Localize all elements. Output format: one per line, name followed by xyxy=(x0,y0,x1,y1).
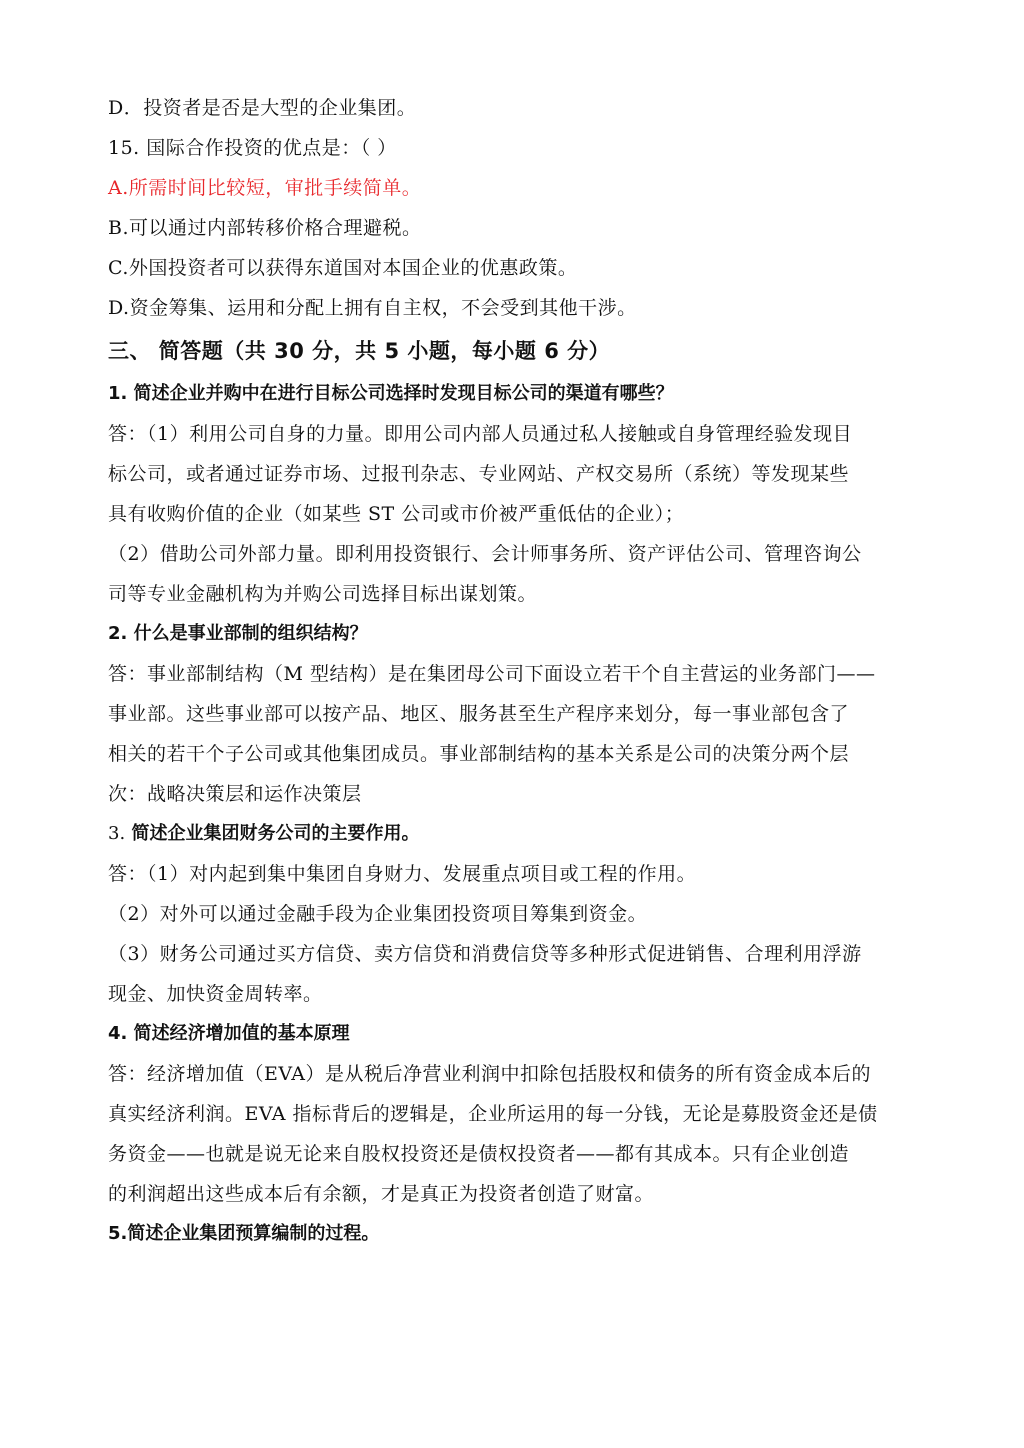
answer-4-line-1: 答：经济增加值（EVA）是从税后净营业利润中扣除包括股权和债务的所有资金成本后的 xyxy=(108,1063,872,1085)
answer-2-line-4: 次：战略决策层和运作决策层 xyxy=(108,783,362,805)
answer-1-line-1: 答：（1）利用公司自身的力量。即用公司内部人员通过私人接触或自身管理经验发现目 xyxy=(108,423,853,445)
answer-4-line-3: 务资金——也就是说无论来自股权投资还是债权投资者——都有其成本。只有企业创造 xyxy=(108,1143,850,1165)
answer-3-line-1: 答：（1）对内起到集中集团自身财力、发展重点项目或工程的作用。 xyxy=(108,863,697,885)
answer-3-line-3: （3）财务公司通过买方信贷、卖方信贷和消费信贷等多种形式促进销售、合理利用浮游 xyxy=(108,943,862,965)
answer-2-line-3: 相关的若干个子公司或其他集团成员。事业部制结构的基本关系是公司的决策分两个层 xyxy=(108,743,850,765)
answer-3-line-4: 现金、加快资金周转率。 xyxy=(108,983,323,1005)
section-3-heading: 三、 简答题（共 30 分，共 5 小题，每小题 6 分） xyxy=(108,339,611,363)
answer-2-line-1: 答：事业部制结构（M 型结构）是在集团母公司下面设立若干个自主营运的业务部门—— xyxy=(108,663,876,685)
option-d-q14: D．投资者是否是大型的企业集团。 xyxy=(108,97,417,119)
answer-4-line-2: 真实经济利润。EVA 指标背后的逻辑是，企业所运用的每一分钱，无论是募股资金还是债 xyxy=(108,1103,878,1125)
short-question-4: 4. 简述经济增加值的基本原理 xyxy=(108,1023,350,1044)
answer-1-line-3: 具有收购价值的企业（如某些 ST 公司或市价被严重低估的企业）； xyxy=(108,503,685,525)
short-question-2: 2. 什么是事业部制的组织结构？ xyxy=(108,623,368,644)
short-question-1: 1. 简述企业并购中在进行目标公司选择时发现目标公司的渠道有哪些？ xyxy=(108,383,674,404)
answer-2-line-2: 事业部。这些事业部可以按产品、地区、服务甚至生产程序来划分，每一事业部包含了 xyxy=(108,703,850,725)
answer-1-line-2: 标公司，或者通过证券市场、过报刊杂志、专业网站、产权交易所（系统）等发现某些 xyxy=(108,463,850,485)
option-c-q15: C.外国投资者可以获得东道国对本国企业的优惠政策。 xyxy=(108,257,578,279)
short-question-5: 5.简述企业集团预算编制的过程。 xyxy=(108,1223,380,1244)
answer-1-line-5: 司等专业金融机构为并购公司选择目标出谋划策。 xyxy=(108,583,538,605)
answer-4-line-4: 的利润超出这些成本后有余额，才是真正为投资者创造了财富。 xyxy=(108,1183,655,1205)
question-3-number: 3. xyxy=(108,823,126,844)
option-b-q15: B.可以通过内部转移价格合理避税。 xyxy=(108,217,422,239)
document-page xyxy=(108,88,908,1254)
answer-3-line-2: （2）对外可以通过金融手段为企业集团投资项目筹集到资金。 xyxy=(108,903,648,925)
short-question-3 xyxy=(108,814,908,854)
question-3-text: 简述企业集团财务公司的主要作用。 xyxy=(131,823,420,844)
option-a-q15-answer: A.所需时间比较短，审批手续简单。 xyxy=(108,177,422,199)
option-d-q15: D.资金筹集、运用和分配上拥有自主权，不会受到其他干涉。 xyxy=(108,297,637,319)
question-15-stem: 15. 国际合作投资的优点是：（ ） xyxy=(108,137,397,159)
answer-1-line-4: （2）借助公司外部力量。即利用投资银行、会计师事务所、资产评估公司、管理咨询公 xyxy=(108,543,862,565)
